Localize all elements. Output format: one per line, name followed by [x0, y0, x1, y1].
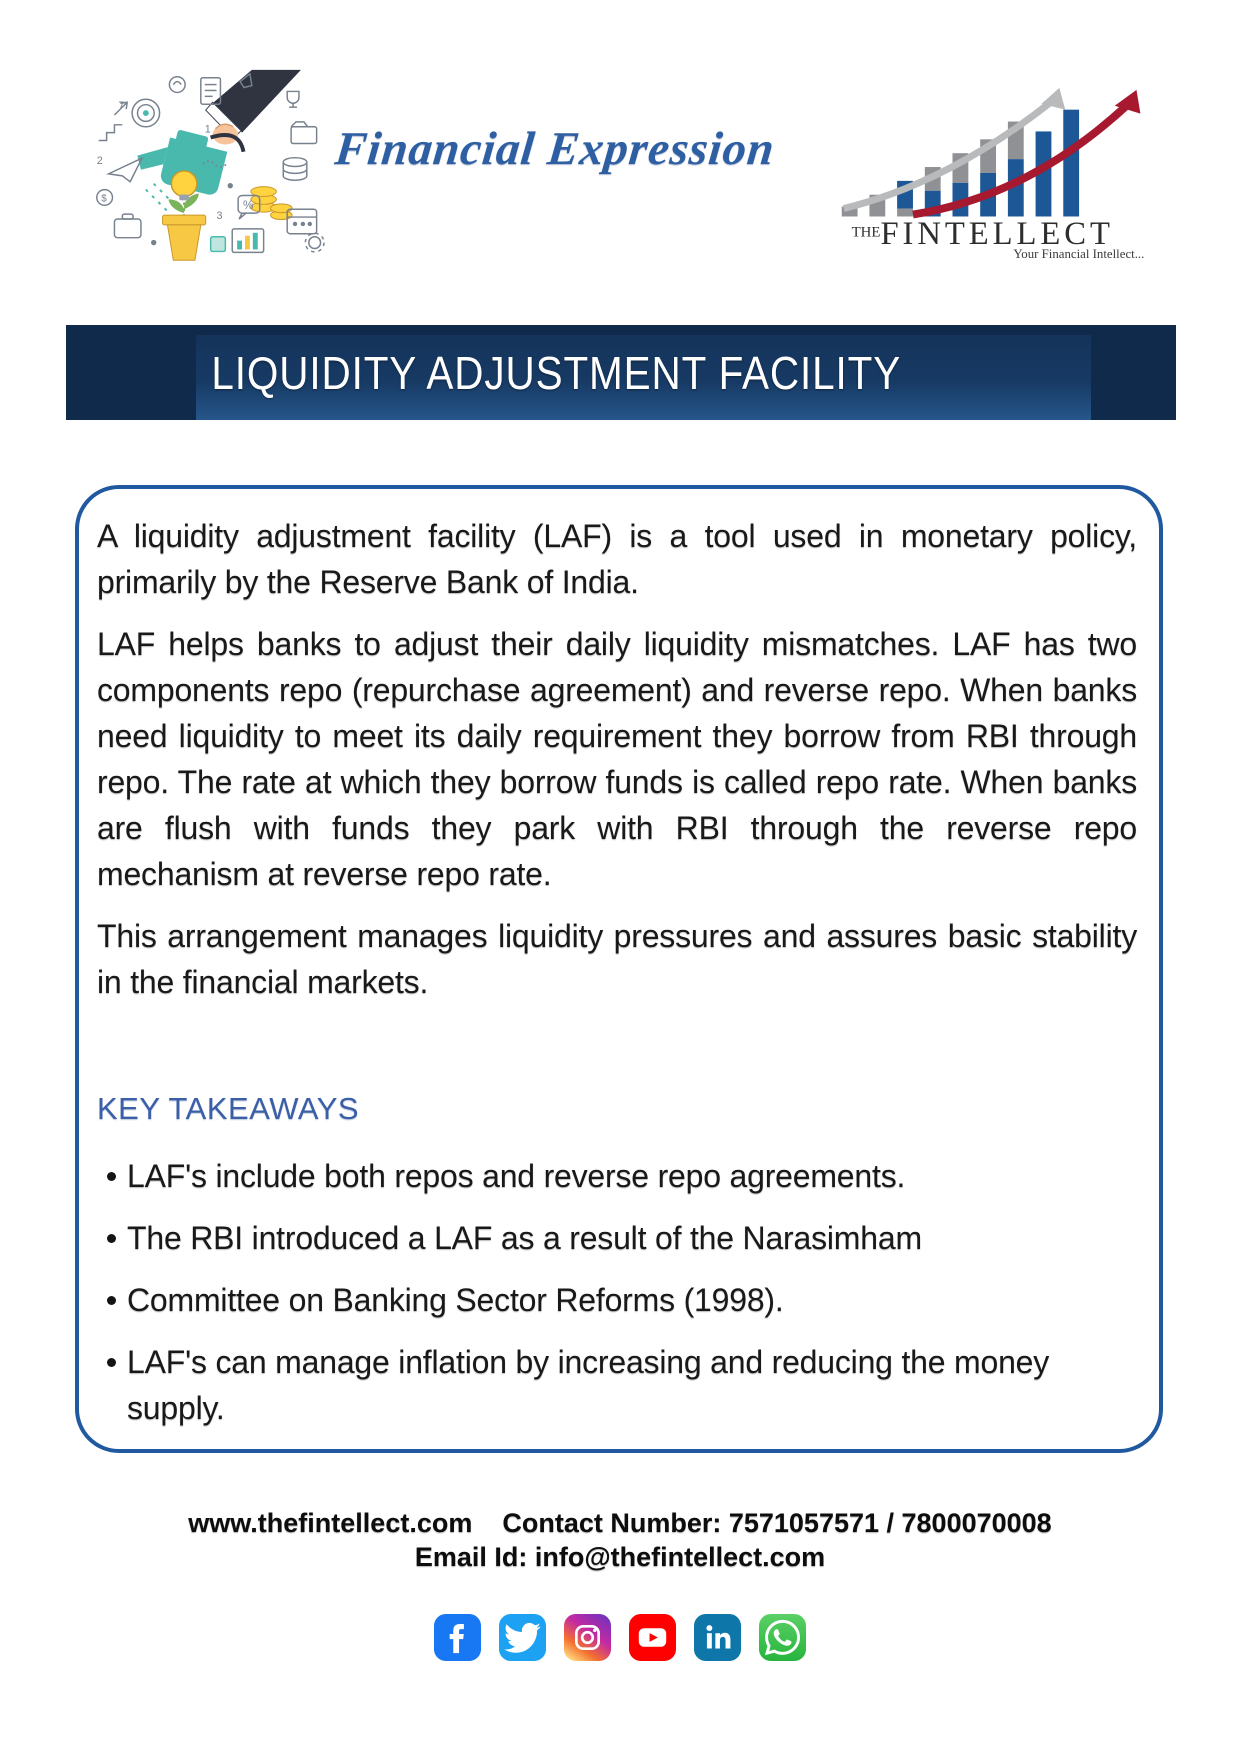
key-takeaways-heading: KEY TAKEAWAYS — [97, 1091, 360, 1126]
linkedin-icon[interactable] — [694, 1614, 741, 1661]
paragraph-1: A liquidity adjustment facility (LAF) is a tool used in monetary policy, primarily by the Reserve Bank of India. — [97, 518, 1137, 600]
instagram-icon[interactable] — [564, 1614, 611, 1661]
takeaway-item: LAF's include both repos and reverse repo agreements. — [97, 1153, 1137, 1199]
fintellect-logo — [828, 80, 1168, 260]
page-title: LIQUIDITY ADJUSTMENT FACILITY — [211, 347, 902, 399]
header-doodle-illustration — [85, 68, 350, 268]
svg-text:%: % — [243, 199, 254, 213]
publication-script-title: Financial Expression — [332, 123, 778, 175]
whatsapp-icon[interactable] — [759, 1614, 806, 1661]
key-takeaways-list — [97, 1153, 1137, 1431]
logo-tagline: Your Financial Intellect... — [1013, 247, 1145, 260]
flower-pot-icon — [163, 215, 206, 260]
takeaway-item: The RBI introduced a LAF as a result of the Narasimham — [97, 1215, 1137, 1261]
paragraph-2: LAF helps banks to adjust their daily liquidity mismatches. LAF has two components repo (repurchase agreement) and reverse repo. When banks need liquidity to meet its daily requirement they borrow from RBI through repo. The rate at which they borrow funds is called repo rate. When banks are flush with funds they park with RBI through the reverse repo mechanism at reverse repo rate. — [97, 626, 1137, 892]
logo-red-arrow-icon — [913, 90, 1140, 215]
social-media-row — [0, 1614, 1240, 1661]
svg-text:$: $ — [101, 193, 107, 205]
svg-text:7: 7 — [118, 100, 125, 113]
svg-text:1: 1 — [204, 123, 211, 136]
svg-text:3: 3 — [216, 210, 223, 223]
youtube-icon[interactable] — [629, 1614, 676, 1661]
twitter-icon[interactable] — [499, 1614, 546, 1661]
coin-stack-icon — [251, 187, 292, 220]
lightbulb-plant-icon — [168, 171, 198, 217]
svg-text:2: 2 — [96, 155, 103, 168]
contact-number: Contact Number: 7571057571 / 7800070008 — [502, 1508, 1052, 1538]
footer-email: Email Id: info@thefintellect.com — [414, 1542, 826, 1572]
takeaway-item: LAF's can manage inflation by increasing and reducing the money supply. — [97, 1339, 1137, 1431]
article-content-box — [75, 485, 1163, 1453]
takeaway-item: Committee on Banking Sector Reforms (1998). — [97, 1277, 1137, 1323]
logo-wordmark: THEFINTELLECT — [851, 216, 1114, 253]
title-banner — [66, 325, 1176, 420]
footer-contact-block — [0, 1506, 1240, 1574]
website-url: www.thefintellect.com — [188, 1508, 473, 1538]
facebook-icon[interactable] — [434, 1614, 481, 1661]
paragraph-3: This arrangement manages liquidity pressures and assures basic stability in the financial markets. — [97, 918, 1137, 1000]
footer-line-1 — [0, 1506, 1240, 1540]
